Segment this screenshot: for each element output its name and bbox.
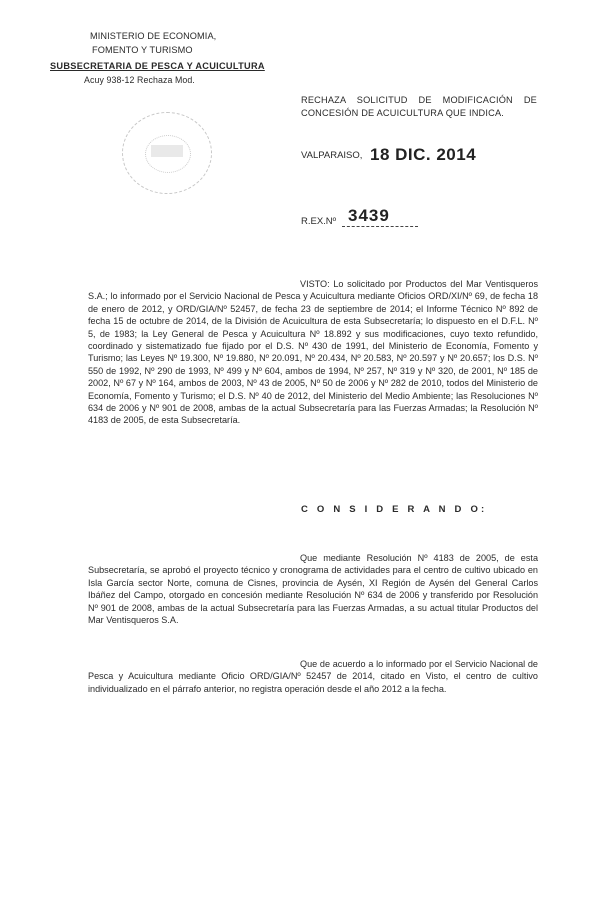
faded-seal-stamp [122,112,212,194]
header-subsecretaria: SUBSECRETARIA DE PESCA Y ACUICULTURA [50,61,265,71]
document-subject: RECHAZA SOLICITUD DE MODIFICACIÓN DE CONCESIÓN DE ACUICULTURA QUE INDICA. [301,95,537,118]
considerando-p1-text: Que mediante Resolución Nº 4183 de 2005, de esta Subsecretaría, se aprobó el proyecto técnico y cronograma de actividades para el centro de cultivo ubicado en Isla García sector Norte, comuna de Cisnes, provincia de Aysén, XI Región de Aysén del General Carlos Ibáñez del Campo, otorgado en concesión mediante Resolución Nº 634 de 2006 y transferido por Resolución Nº 901 de 2008, ambas de la actual Subsecretaría para las Fuerzas Armadas, a su actual titular Productos del Mar Ventisqueros S.A. [88,553,538,626]
visto-paragraph [88,278,538,427]
date-stamp: 18 DIC. 2014 [370,145,477,164]
resolution-label: R.EX.Nº [301,216,337,227]
seal-mark [151,145,183,157]
date-label: VALPARAISO, [301,150,363,161]
resolution-underline [342,226,418,227]
reference-code: Acuy 938-12 Rechaza Mod. [84,75,195,85]
considerando-p2-text: Que de acuerdo a lo informado por el Servicio Nacional de Pesca y Acuicultura mediante Oficio ORD/GIA/Nº 52457 de 2014, citado en Visto, el centro de cultivo individualizado en el párrafo anterior, no registra operación desde el año 2012 a la fecha. [88,659,538,694]
resolution-number: 3439 [348,206,390,225]
considerando-paragraph-1 [88,552,538,626]
header-ministry: MINISTERIO DE ECONOMIA, [90,31,217,41]
visto-text: Lo solicitado por Productos del Mar Ventisqueros S.A.; lo informado por el Servicio Nacional de Pesca y Acuicultura mediante Oficios ORD/XI/Nº 69, de fecha 18 de enero de 2012, y ORD/GIA/Nº 52457, de fecha 23 de septiembre de 2014; el Informe Técnico Nº 892 de fecha 15 de octubre de 2014, de la División de Acuicultura de esta Subsecretaría; lo dispuesto en el D.F.L. Nº 5, de 1983; la Ley General de Pesca y Acuicultura Nº 18.892 y sus modificaciones, cuyo texto refundido, coordinado y sistematizado fue fijado por el D.S. Nº 430 de 1991, del Ministerio de Economía, Fomento y Turismo; las Leyes Nº 19.300, Nº 19.880, Nº 20.091, Nº 20.434, Nº 20.583, Nº 20.597 y Nº 20.657; los D.S. Nº 550 de 1992, Nº 290 de 1993, Nº 499 y Nº 604, ambos de 1994, Nº 257, Nº 319 y Nº 320, de 2001, Nº 185 de 2002, Nº 67 y Nº 164, ambos de 2003, Nº 43 de 2005, Nº 50 de 2006 y Nº 282 de 2010, todos del Ministerio de Economía, Fomento y Turismo; el D.S. Nº 40 de 2012, del Ministerio del Medio Ambiente; las Resoluciones Nº 634 de 2006 y Nº 901 de 2008, ambas de la actual Subsecretaría para las Fuerzas Armadas; la Resolución Nº 4183 de 2005, de esta Subsecretaría. [88,279,538,426]
visto-lead: VISTO: [300,279,330,289]
header-ministry-sub: FOMENTO Y TURISMO [92,45,193,55]
considerando-heading: C O N S I D E R A N D O: [301,504,488,515]
considerando-paragraph-2 [88,658,538,695]
